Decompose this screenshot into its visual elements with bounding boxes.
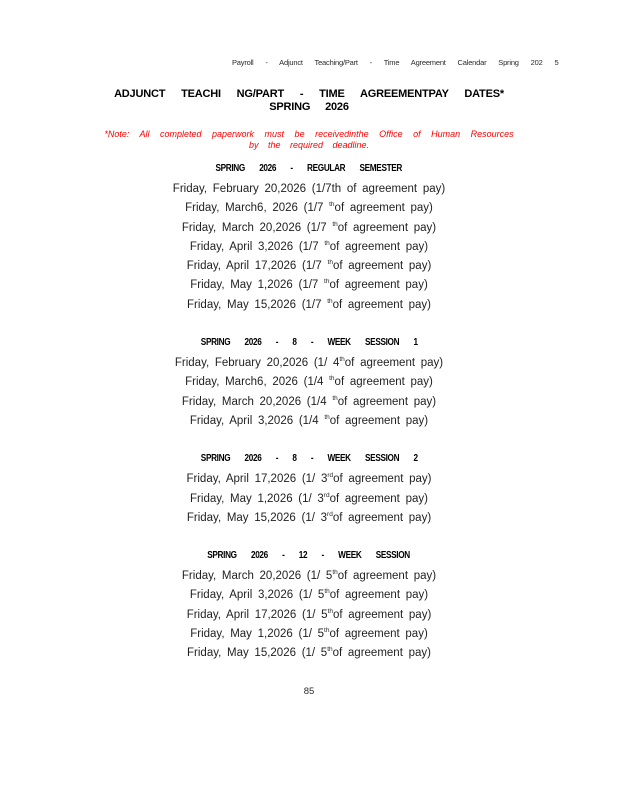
ordinal-superscript: th — [327, 297, 333, 305]
pay-date-row: Friday, March 20,2026 (1/ 5thof agreement pay) — [181, 569, 437, 583]
section-heading-text: SPRING 2026 - 8 - WEEK SESSION 2 — [200, 453, 418, 465]
ordinal-superscript: rd — [323, 491, 330, 499]
title-line-1: ADJUNCT TEACHI NG/PART - TIME AGREEMENTPAY DATES* — [114, 88, 504, 100]
title-line-2: SPRING 2026 — [269, 101, 349, 113]
ordinal-superscript: th — [327, 607, 333, 615]
section-heading-text: SPRING 2026 - 12 - WEEK SESSION — [207, 550, 411, 562]
pay-date-row: Friday, April 3,2026 (1/4 $^{th}$of agreement pay) — [189, 414, 429, 427]
section-heading-text: SPRING 2026 - 8 - WEEK SESSION 1 — [200, 337, 418, 349]
ordinal-superscript: th — [327, 646, 333, 654]
note-line-1: *Note: All completed paperwork must be receivedinthe Office of Human Resources — [104, 129, 514, 139]
ordinal-superscript: th — [324, 278, 330, 286]
pay-date-row: Friday, April 3,2026 (1/ 5thof agreement pay) — [189, 588, 429, 602]
ordinal-superscript: rd — [327, 472, 334, 480]
pay-date-row: Friday, May 15,2026 (1/7 $^{th}$of agreement pay) — [187, 297, 431, 311]
pay-section — [0, 337, 618, 431]
hr-deadline-note — [0, 129, 618, 151]
pay-date-row: Friday, May 1,2026 (1/ 5thof agreement pay) — [190, 627, 428, 641]
pay-date-row: Friday, February 20,2026 (1/ 4thof agreement pay) — [174, 356, 444, 370]
pay-date-row: Friday, April 3,2026 (1/7 $^{th}$of agreement pay) — [189, 240, 429, 253]
ordinal-superscript: th — [329, 201, 335, 209]
section-heading — [0, 163, 618, 175]
section-heading — [0, 337, 618, 349]
pay-date-row: Friday, May 15,2026 (1/ 3rdof agreement pay) — [186, 511, 432, 524]
ordinal-superscript: th — [327, 259, 333, 267]
note-line-2: by the required deadline. — [248, 140, 370, 150]
pay-date-row: Friday, March 20,2026 (1/7 $^{th}$of agreement pay) — [181, 220, 437, 234]
pay-section — [0, 550, 618, 663]
section-heading — [0, 453, 618, 465]
ordinal-superscript: th — [324, 414, 330, 422]
ordinal-superscript: rd — [327, 511, 333, 519]
pay-date-row: Friday, April 17,2026 (1/ 3rdof agreement pay) — [186, 472, 432, 486]
pay-section — [0, 453, 618, 528]
pay-date-row: Friday, February 20,2026 (1/7th of agreement pay) — [172, 183, 446, 195]
pay-date-row: Friday, May 1,2026 (1/ 3rdof agreement pay) — [190, 491, 428, 505]
ordinal-superscript: th — [339, 356, 345, 364]
pay-date-row: Friday, April 17,2026 (1/7 $^{th}$of agreement pay) — [186, 259, 432, 273]
pay-date-row: Friday, March6, 2026 (1/4 $^{th}$of agreement pay) — [185, 375, 433, 389]
pay-date-row: Friday, March 20,2026 (1/4 $^{th}$of agreement pay) — [181, 394, 437, 408]
section-heading-text: SPRING 2026 - REGULAR SEMESTER — [215, 163, 403, 174]
ordinal-superscript: th — [324, 240, 330, 248]
pay-section — [0, 163, 618, 315]
page-number: 85 — [303, 686, 315, 697]
section-heading — [0, 550, 618, 562]
ordinal-superscript: th — [332, 220, 338, 228]
ordinal-superscript: th — [324, 627, 330, 635]
ordinal-superscript: th — [332, 569, 338, 577]
running-header: Payroll - Adjunct Teaching/Part - Time Agreement Calendar Spring 202 5 — [232, 58, 559, 67]
pay-date-row: Friday, March6, 2026 (1/7 $^{th}$of agreement pay) — [185, 201, 433, 215]
pay-date-sections — [0, 163, 618, 664]
ordinal-superscript: th — [332, 394, 338, 402]
pay-date-row: Friday, May 15,2026 (1/ 5thof agreement pay) — [187, 646, 431, 660]
pay-date-row: Friday, May 1,2026 (1/7 $^{th}$of agreement pay) — [190, 278, 428, 292]
ordinal-superscript: th — [329, 375, 335, 383]
ordinal-superscript: th — [324, 588, 330, 596]
document-title — [0, 88, 618, 114]
pay-date-row: Friday, April 17,2026 (1/ 5thof agreement pay) — [186, 607, 432, 621]
